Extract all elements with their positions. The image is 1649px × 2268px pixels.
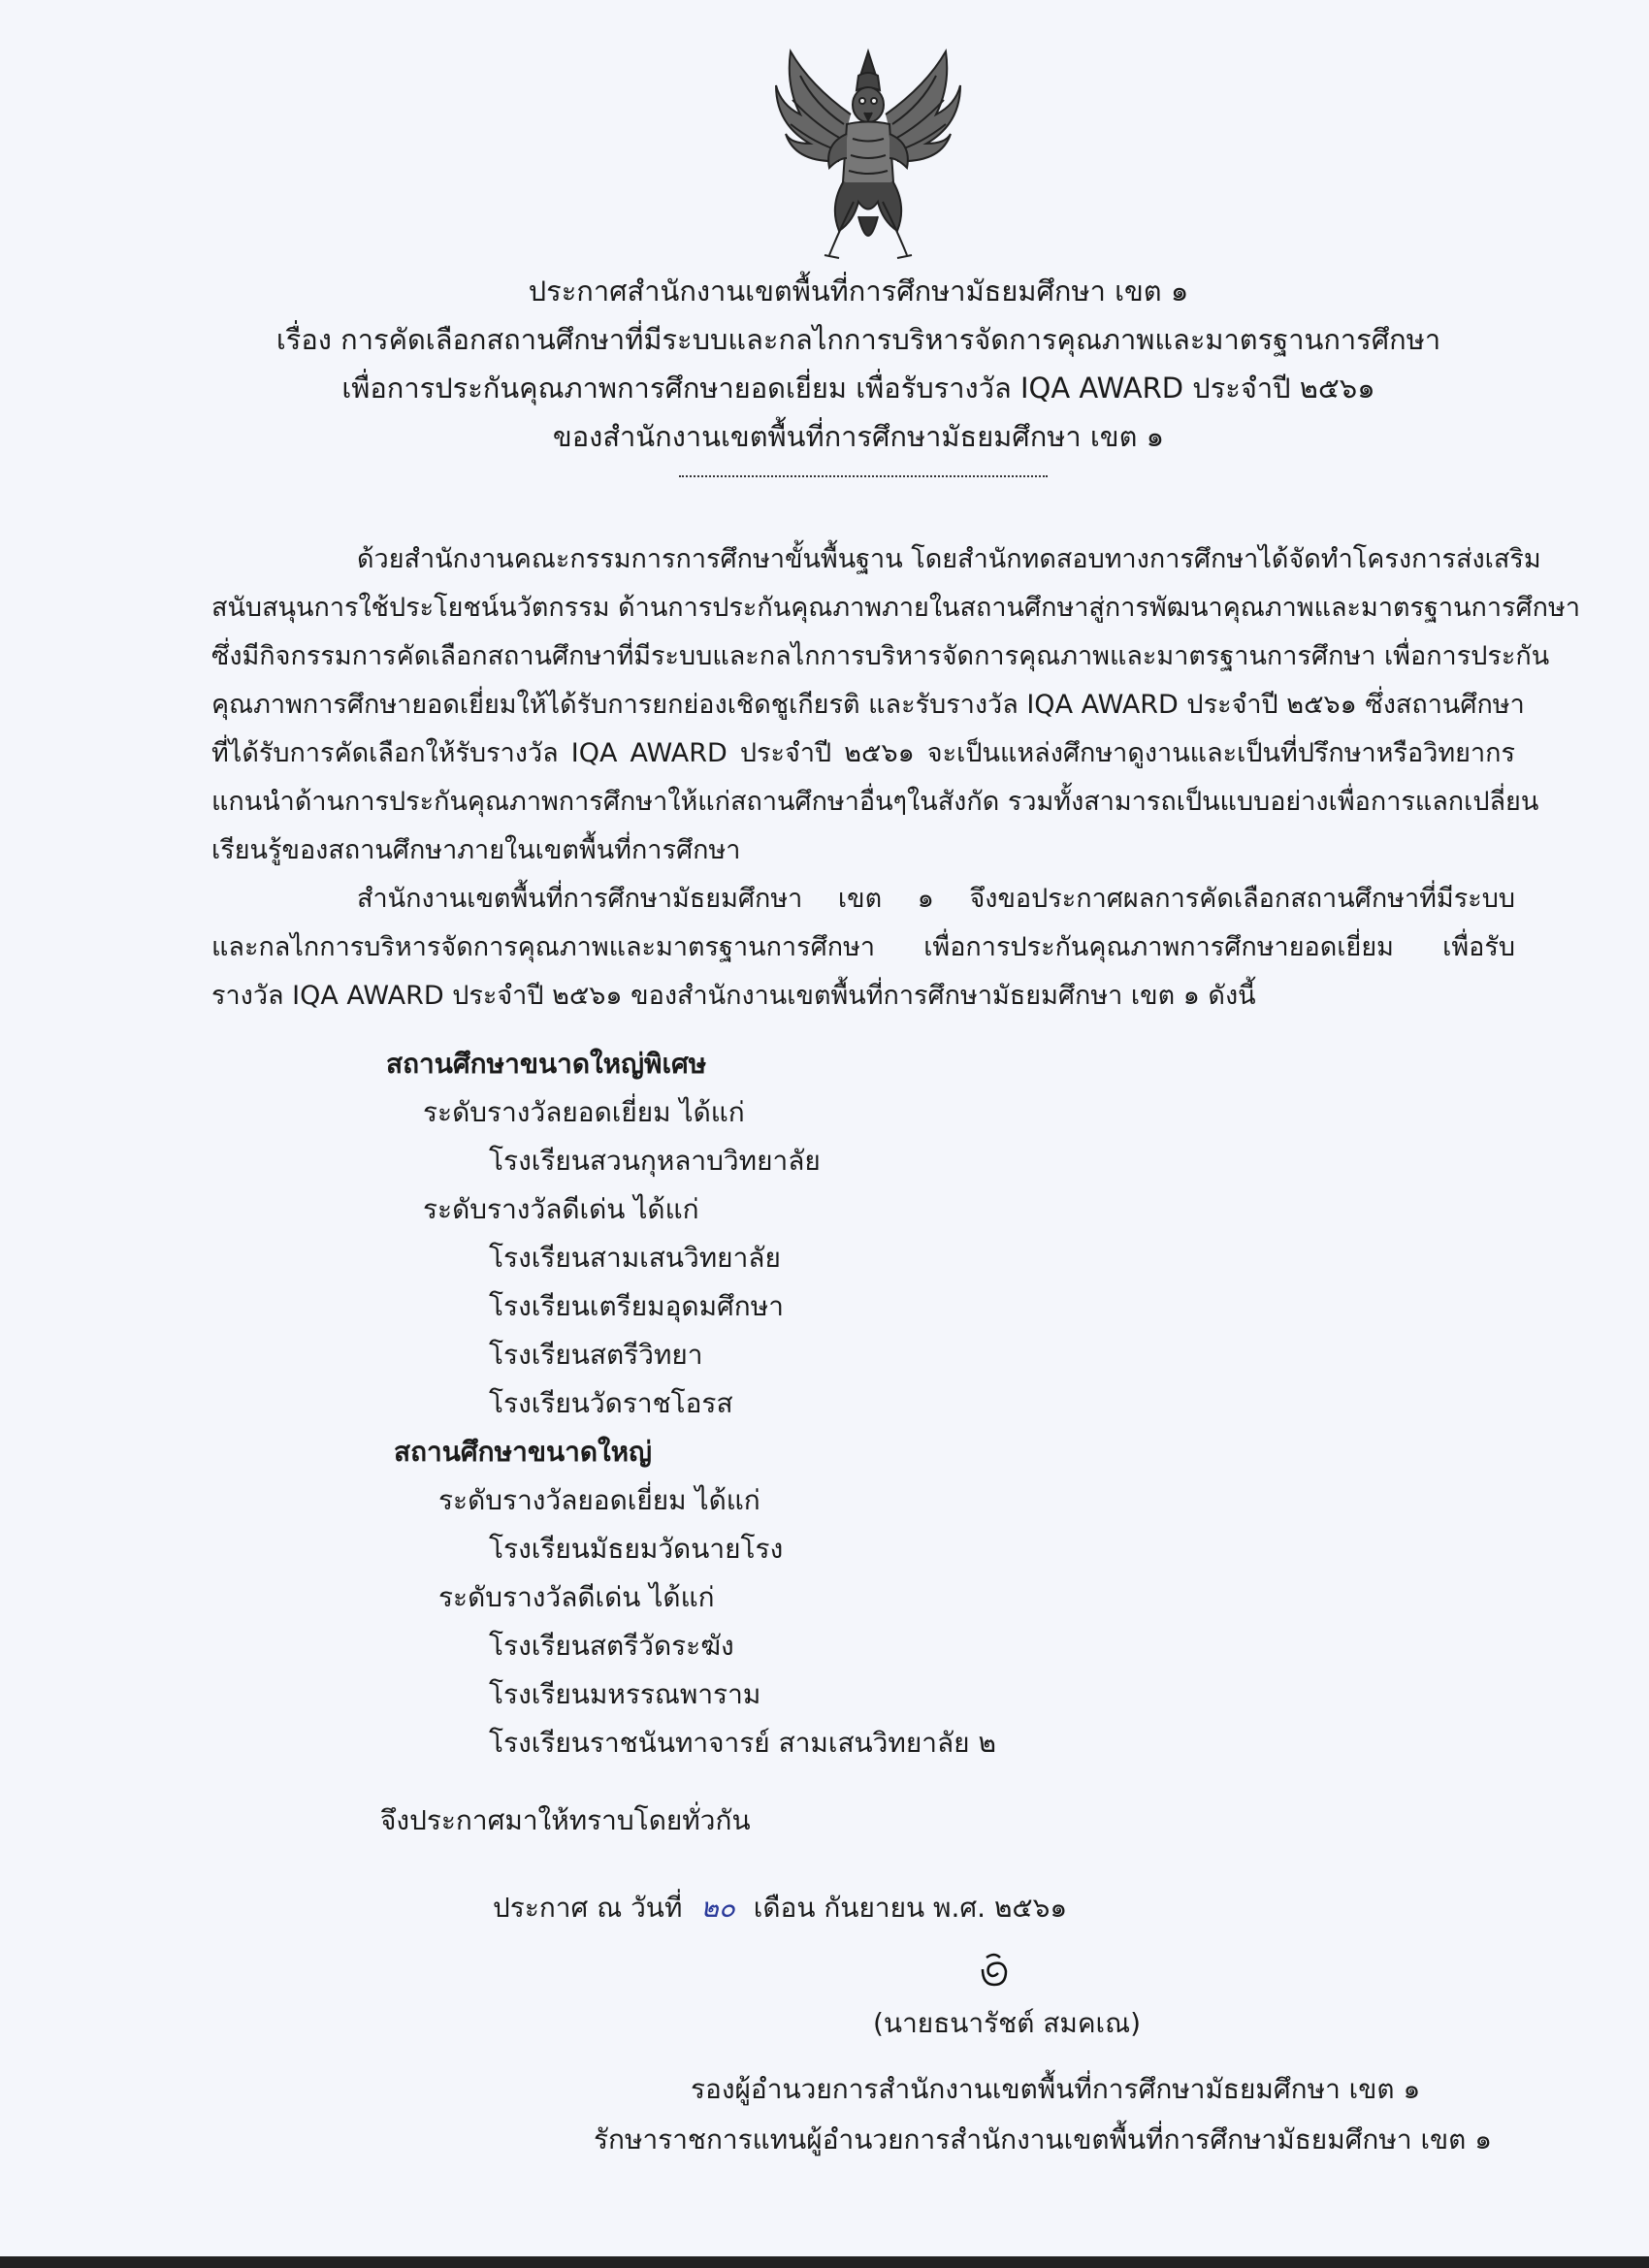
date-suffix: เดือน กันยายน พ.ศ. ๒๕๖๑ bbox=[753, 1892, 1068, 1924]
school-item: โรงเรียนสามเสนวิทยาลัย bbox=[489, 1242, 781, 1274]
signer-acting-position: รักษาราชการแทนผู้อำนวยการสำนักงานเขตพื้นที่การศึกษามัธยมศึกษา เขต ๑ bbox=[594, 2123, 1493, 2155]
excellent-label: ระดับรางวัลยอดเยี่ยม ได้แก่ bbox=[423, 1096, 745, 1128]
announcement-body bbox=[211, 535, 1580, 1021]
school-item: โรงเรียนราชนันทาจารย์ สามเสนวิทยาลัย ๒ bbox=[489, 1727, 996, 1759]
school-item: โรงเรียนสตรีวิทยา bbox=[489, 1339, 703, 1371]
paragraph-1-line: เรียนรู้ของสถานศึกษาภายในเขตพื้นที่การศึกษา bbox=[211, 835, 741, 865]
outstanding-label: ระดับรางวัลดีเด่น ได้แก่ bbox=[438, 1581, 715, 1613]
paragraph-1-line: ซึ่งมีกิจกรรมการคัดเลือกสถานศึกษาที่มีระบบและกลไกการบริหารจัดการคุณภาพและมาตรฐานการศึกษา เพื่อการประกัน bbox=[211, 641, 1550, 671]
school-item: โรงเรียนมัธยมวัดนายโรง bbox=[489, 1533, 784, 1565]
paragraph-1-line: คุณภาพการศึกษายอดเยี่ยมให้ได้รับการยกย่องเชิดชูเกียรติ และรับรางวัล IQA AWARD ประจำปี ๒๕๖๑ ซึ่งสถานศึกษา bbox=[211, 690, 1525, 720]
outstanding-label: ระดับรางวัลดีเด่น ได้แก่ bbox=[423, 1193, 699, 1225]
announcement-date bbox=[493, 1887, 1067, 1929]
paragraph-1-line: ด้วยสำนักงานคณะกรรมการการศึกษาขั้นพื้นฐาน โดยสำนักทดสอบทางการศึกษาได้จัดทำโครงการส่งเสริม bbox=[357, 544, 1541, 574]
signature-mark-icon bbox=[975, 1950, 1014, 1989]
paragraph-1-line: แกนนำด้านการประกันคุณภาพการศึกษาให้แก่สถานศึกษาอื่นๆในสังกัด รวมทั้งสามารถเป็นแบบอย่างเพื่อการแลกเปลี่ยน bbox=[211, 787, 1539, 817]
header-subject-line: เรื่อง การคัดเลือกสถานศึกษาที่มีระบบและกลไกการบริหารจัดการคุณภาพและมาตรฐานการศึกษา bbox=[275, 323, 1441, 356]
scan-edge bbox=[0, 2256, 1649, 2268]
paragraph-2-line: และกลไกการบริหารจัดการคุณภาพและมาตรฐานการศึกษา เพื่อการประกันคุณภาพการศึกษายอดเยี่ยม เพื่อรับ bbox=[211, 932, 1515, 962]
school-item: โรงเรียนสวนกุหลาบวิทยาลัย bbox=[489, 1145, 821, 1177]
excellent-label: ระดับรางวัลยอดเยี่ยม ได้แก่ bbox=[438, 1484, 760, 1516]
paragraph-1-line: ที่ได้รับการคัดเลือกให้รับรางวัล IQA AWARD ประจำปี ๒๕๖๑ จะเป็นแหล่งศึกษาดูงานและเป็นที่ปรึกษาหรือวิทยากร bbox=[211, 738, 1515, 768]
school-item: โรงเรียนสตรีวัดระฆัง bbox=[489, 1630, 734, 1662]
header-line-4: ของสำนักงานเขตพื้นที่การศึกษามัธยมศึกษา เขต ๑ bbox=[552, 420, 1165, 453]
header-line-1: ประกาศสำนักงานเขตพื้นที่การศึกษามัธยมศึกษา เขต ๑ bbox=[528, 275, 1189, 308]
header-line-3: เพื่อการประกันคุณภาพการศึกษายอดเยี่ยม เพื่อรับรางวัล IQA AWARD ประจำปี ๒๕๖๑ bbox=[341, 372, 1375, 405]
paragraph-1-line: สนับสนุนการใช้ประโยชน์นวัตกรรม ด้านการประกันคุณภาพภายในสถานศึกษาสู่การพัฒนาคุณภาพและมาตรฐานการศึกษา bbox=[211, 593, 1580, 623]
school-item: โรงเรียนมหรรณพาราม bbox=[489, 1678, 761, 1710]
garuda-emblem-icon bbox=[771, 47, 965, 265]
paragraph-2-line: รางวัล IQA AWARD ประจำปี ๒๕๖๑ ของสำนักงานเขตพื้นที่การศึกษามัธยมศึกษา เขต ๑ ดังนี้ bbox=[211, 981, 1256, 1011]
group-title-large: สถานศึกษาขนาดใหญ่ bbox=[394, 1436, 652, 1468]
paragraph-2-line: สำนักงานเขตพื้นที่การศึกษามัธยมศึกษา เขต ๑ จึงขอประกาศผลการคัดเลือกสถานศึกษาที่มีระบบ bbox=[357, 884, 1515, 914]
school-item: โรงเรียนเตรียมอุดมศึกษา bbox=[489, 1290, 784, 1322]
group-title-extra-large: สถานศึกษาขนาดใหญ่พิเศษ bbox=[386, 1048, 707, 1080]
school-item: โรงเรียนวัดราชโอรส bbox=[489, 1387, 733, 1419]
signer-name: (นายธนารัชต์ สมคเณ) bbox=[873, 2007, 1142, 2039]
header-divider bbox=[679, 475, 1048, 477]
date-prefix: ประกาศ ณ วันที่ bbox=[493, 1892, 683, 1924]
announcement-header bbox=[194, 267, 1523, 461]
date-day-handwritten: ๒๐ bbox=[700, 1892, 735, 1924]
closing-statement: จึงประกาศมาให้ทราบโดยทั่วกัน bbox=[380, 1804, 751, 1836]
signer-position: รองผู้อำนวยการสำนักงานเขตพื้นที่การศึกษามัธยมศึกษา เขต ๑ bbox=[691, 2073, 1421, 2105]
